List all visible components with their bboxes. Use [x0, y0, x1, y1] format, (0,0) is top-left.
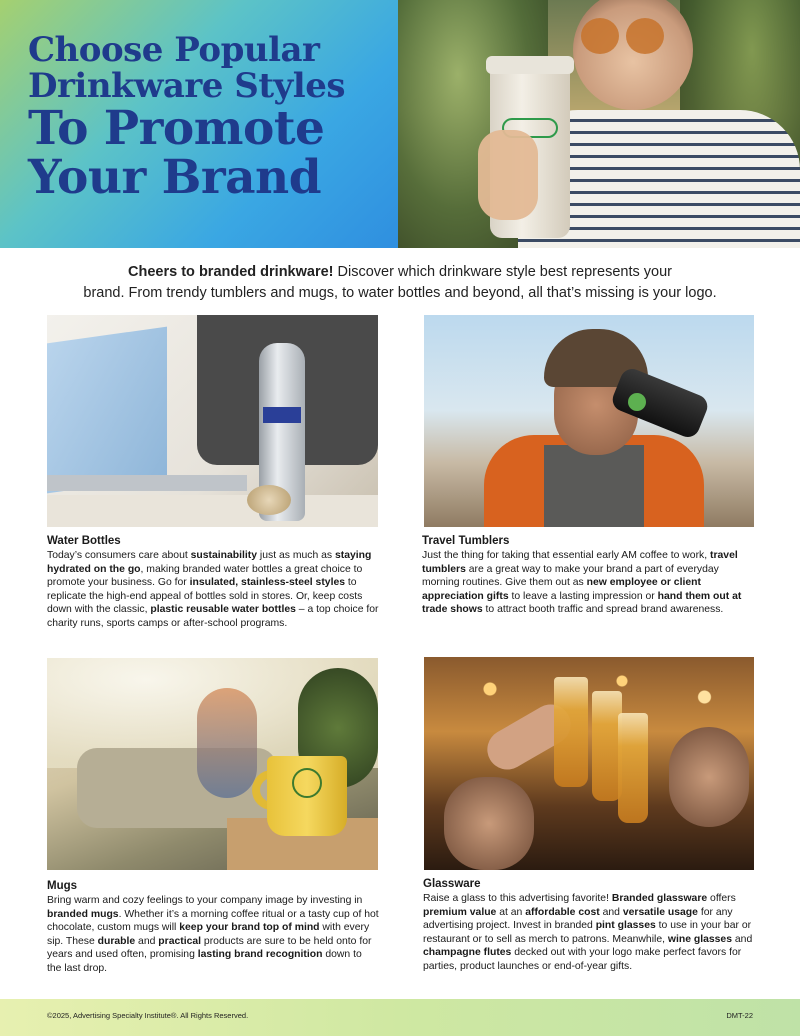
- photo-travel-tumbler: [424, 315, 754, 527]
- body-text: and: [599, 906, 623, 918]
- hero-sunglasses-right: [626, 18, 664, 54]
- photo-mugs-mug-logo: [292, 768, 322, 798]
- body-emphasis: affordable cost: [525, 906, 600, 918]
- intro-lead: Cheers to branded drinkware!: [128, 264, 334, 280]
- photo-mug: [47, 658, 378, 870]
- footer-bar: [0, 999, 800, 1036]
- body-text: to attract booth traffic and spread brand awareness.: [482, 604, 724, 616]
- body-text: Bring warm and cozy feelings to your company image by investing in: [47, 895, 363, 906]
- body-text: with every sip. These: [47, 922, 370, 947]
- body-emphasis: Branded glassware: [611, 893, 708, 904]
- body-text: – a top choice for charity runs, sports camps or after-school programs.: [47, 604, 379, 629]
- footer-doc-code: DMT-22: [726, 1011, 753, 1020]
- section-body: [47, 894, 379, 976]
- body-emphasis: champagne flutes: [423, 947, 512, 959]
- body-text: , making branded water bottles a great choice to promote your business. Go for: [47, 563, 363, 589]
- intro-line-1-rest: Discover which drinkware style best represents your: [333, 264, 672, 280]
- body-emphasis: new employee or client appreciation gifts: [422, 577, 701, 602]
- body-emphasis: sustainability: [190, 550, 258, 561]
- header-panel: [0, 0, 398, 248]
- body-emphasis: practical: [158, 935, 202, 947]
- section-mugs: [47, 879, 379, 976]
- body-text: Raise a glass to this advertising favorite!: [423, 893, 612, 904]
- hero-tumbler-lid: [486, 56, 574, 74]
- body-emphasis: staying hydrated on the go: [47, 550, 372, 575]
- photo-glass-lights: [424, 657, 754, 737]
- photo-travel-jacket-panel: [544, 445, 644, 527]
- section-body: [422, 549, 758, 617]
- body-text: . Whether it’s a morning coffee ritual or a tasty cup of hot chocolate, custom mugs will: [47, 908, 379, 934]
- title-line-1: Choose Popular: [28, 30, 320, 70]
- body-text: at an: [496, 906, 526, 918]
- body-emphasis: keep your brand top of mind: [179, 922, 320, 934]
- hero-hand: [478, 130, 538, 220]
- body-text: offers: [707, 893, 736, 904]
- intro-line-2: brand. From trendy tumblers and mugs, to water bottles and beyond, all that’s missing is your logo.: [83, 285, 717, 301]
- body-text: and: [135, 935, 159, 947]
- section-heading: Travel Tumblers: [422, 535, 510, 547]
- body-text: to use in your bar or restaurant or to sell as merch to patrons. Meanwhile,: [423, 920, 752, 945]
- body-emphasis: pint glasses: [595, 920, 656, 932]
- hero-sunglasses-left: [581, 18, 619, 54]
- photo-glass-face-left: [444, 777, 534, 870]
- body-text: and: [732, 933, 753, 945]
- title-line-4: Your Brand: [28, 150, 322, 205]
- section-body: [47, 549, 379, 631]
- hero-person-head: [573, 0, 693, 110]
- body-emphasis: durable: [97, 935, 136, 947]
- body-emphasis: plastic reusable water bottles: [150, 604, 296, 616]
- photo-mugs-person: [197, 688, 257, 798]
- photo-water-bottle: [47, 315, 378, 527]
- body-emphasis: wine glasses: [667, 933, 732, 945]
- section-travel-tumblers: [422, 534, 758, 617]
- photo-glass-pint-1: [554, 677, 588, 787]
- body-text: to leave a lasting impression or: [508, 590, 658, 602]
- section-water-bottles: [47, 534, 379, 631]
- body-text: Just the thing for taking that essential early AM coffee to work,: [422, 550, 711, 561]
- photo-glass-face-right: [669, 727, 749, 827]
- section-heading: Glassware: [423, 878, 481, 890]
- body-text: to replicate the high-end appeal of bottles sold in stores. Or, keep costs down with the classic,: [47, 577, 363, 616]
- body-emphasis: lasting brand recognition: [197, 949, 323, 961]
- section-heading: Water Bottles: [47, 535, 121, 547]
- photo-glass-pint-3: [618, 713, 648, 823]
- section-body: [423, 892, 757, 974]
- body-text: Today’s consumers care about: [47, 550, 191, 561]
- body-text: products are sure to be held onto for years and used often, promising: [47, 935, 372, 961]
- body-text: decked out with your logo make perfect favors for parties, product launches or end-of-year gifts.: [423, 947, 742, 972]
- section-glassware: [423, 877, 757, 974]
- body-emphasis: premium value: [423, 906, 497, 918]
- title-line-2: Drinkware Styles: [28, 66, 345, 106]
- body-text: are a great way to make your brand a part of everyday morning routines. Give them out as: [422, 563, 719, 589]
- photo-travel-cup-logo: [628, 393, 646, 411]
- body-text: down to the last drop.: [47, 949, 362, 974]
- footer-copyright: ©2025, Advertising Specialty Institute®. All Rights Reserved.: [47, 1011, 249, 1020]
- body-text: just as much as: [257, 550, 335, 561]
- section-heading: Mugs: [47, 880, 78, 892]
- photo-water-bottle-label: [263, 407, 301, 423]
- body-text: for any advertising project. Invest in branded: [423, 906, 733, 932]
- body-emphasis: hand them out at trade shows: [422, 590, 742, 616]
- intro-line-1: [0, 262, 800, 283]
- photo-water-laptop-base: [47, 475, 247, 491]
- intro-paragraph: [0, 262, 800, 304]
- photo-water-table: [47, 495, 378, 527]
- hero-photo-woman-with-tumbler: [398, 0, 800, 248]
- photo-water-laptop: [47, 327, 167, 494]
- page-title: [28, 30, 388, 205]
- body-emphasis: versatile usage: [622, 906, 698, 918]
- photo-glassware-toast: [424, 657, 754, 870]
- body-emphasis: travel tumblers: [422, 550, 738, 575]
- body-emphasis: branded mugs: [47, 908, 119, 920]
- photo-water-bottle-cap: [247, 485, 291, 515]
- title-line-3: To Promote: [28, 101, 325, 156]
- body-emphasis: insulated, stainless-steel styles: [189, 577, 346, 589]
